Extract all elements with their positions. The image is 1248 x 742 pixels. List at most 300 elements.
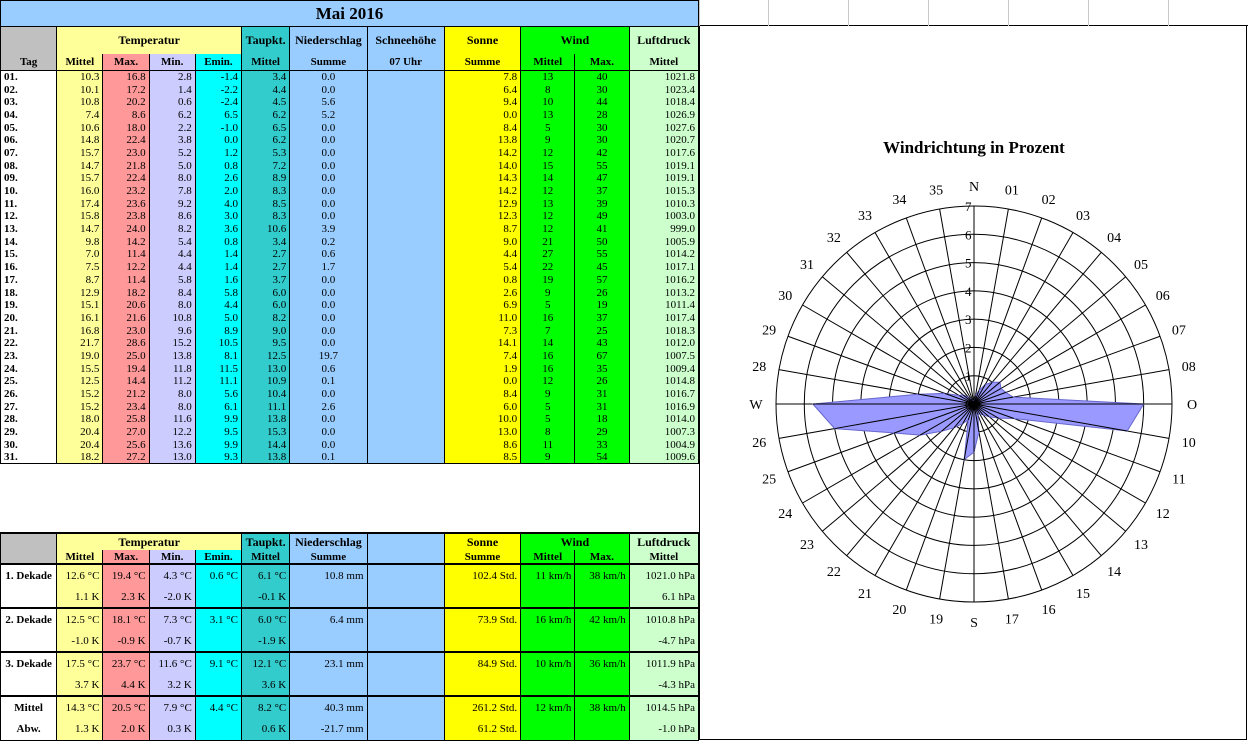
summary-schnee (367, 652, 444, 674)
direction-label: 10 (1181, 435, 1196, 451)
cell-temp-max: 23.4 (103, 400, 149, 413)
cell-luftdruck: 1027.6 (629, 121, 698, 134)
summary-subheader-temp-min: Min. (149, 550, 195, 564)
direction-label: 30 (778, 289, 793, 304)
cell-taupunkt: 11.1 (242, 400, 290, 413)
summary-wind-max: 36 km/h (575, 652, 629, 674)
summary-deviation-wind-mittel (521, 586, 575, 608)
cell-sonne: 8.7 (444, 223, 520, 236)
cell-wind-max: 42 (575, 147, 629, 160)
summary-subheader-blank (1, 550, 57, 564)
cell-niederschlag: 0.0 (290, 159, 367, 172)
cell-temp-mittel: 15.2 (57, 388, 103, 401)
cell-taupunkt: 15.3 (242, 426, 290, 439)
summary-deviation-schnee (367, 630, 444, 652)
direction-label: 35 (929, 183, 944, 199)
cell-temp-emin: 9.5 (195, 426, 241, 439)
summary-deviation-taupunkt: -1.9 K (242, 630, 290, 652)
cell-temp-max: 27.2 (103, 451, 149, 464)
cell-temp-min: 8.4 (149, 286, 195, 299)
cell-temp-max: 22.4 (103, 134, 149, 147)
cell-schneehoehe (367, 147, 444, 160)
cell-temp-emin: 9.9 (195, 438, 241, 451)
cell-day: 09. (1, 172, 57, 185)
cell-temp-mittel: 15.1 (57, 299, 103, 312)
table-row (1, 350, 699, 363)
summary-temp-emin: 3.1 °C (195, 608, 241, 630)
direction-label: 13 (1134, 538, 1148, 554)
cell-temp-mittel: 21.7 (57, 337, 103, 350)
direction-label: 16 (1041, 602, 1056, 618)
cell-taupunkt: 6.2 (242, 109, 290, 122)
cell-sonne: 14.3 (444, 172, 520, 185)
cell-temp-mittel: 15.5 (57, 362, 103, 375)
summary-sonne: 73.9 Std. (444, 608, 520, 630)
subheader-schnee-07uhr: 07 Uhr (367, 54, 444, 71)
cell-temp-min: 9.6 (149, 324, 195, 337)
cell-temp-mittel: 9.8 (57, 235, 103, 248)
cell-temp-emin: 9.9 (195, 413, 241, 426)
cell-temp-max: 23.6 (103, 197, 149, 210)
cell-temp-max: 23.2 (103, 185, 149, 198)
cell-temp-emin: 9.3 (195, 451, 241, 464)
cell-wind-mittel: 27 (521, 248, 575, 261)
cell-sonne: 12.9 (444, 197, 520, 210)
chart-pane (699, 0, 1248, 742)
summary-subheader-wind-mittel: Mittel (521, 550, 575, 564)
summary-header-temperatur: Temperatur (57, 533, 242, 550)
header-wind: Wind (521, 27, 629, 54)
cell-taupunkt: 13.8 (242, 413, 290, 426)
summary-wind-mittel: 16 km/h (521, 608, 575, 630)
summary-deviation-niederschlag (290, 674, 367, 696)
cell-temp-max: 23.8 (103, 210, 149, 223)
cell-luftdruck: 1004.9 (629, 438, 698, 451)
cell-wind-mittel: 12 (521, 210, 575, 223)
cell-wind-mittel: 9 (521, 134, 575, 147)
cell-temp-emin: 0.8 (195, 235, 241, 248)
summary-temp-max: 23.7 °C (103, 652, 149, 674)
cell-niederschlag: 0.0 (290, 413, 367, 426)
summary-deviation-luftdruck: -1.0 hPa (629, 718, 698, 740)
cell-day: 04. (1, 109, 57, 122)
summary-subheader-wind-max: Max. (575, 550, 629, 564)
cell-wind-max: 57 (575, 274, 629, 287)
cell-day: 29. (1, 426, 57, 439)
cell-wind-mittel: 16 (521, 350, 575, 363)
table-row (1, 426, 699, 439)
cell-niederschlag: 0.0 (290, 438, 367, 451)
cell-temp-min: 8.0 (149, 388, 195, 401)
cell-wind-mittel: 12 (521, 223, 575, 236)
direction-label: 28 (752, 360, 767, 376)
cell-day: 23. (1, 350, 57, 363)
direction-label: 20 (892, 602, 907, 618)
cell-day: 21. (1, 324, 57, 337)
cell-temp-mittel: 7.4 (57, 109, 103, 122)
cell-temp-min: 4.4 (149, 248, 195, 261)
cell-niederschlag: 0.0 (290, 121, 367, 134)
cell-schneehoehe (367, 96, 444, 109)
summary-deviation-sonne (444, 674, 520, 696)
cell-wind-max: 30 (575, 83, 629, 96)
cell-schneehoehe (367, 350, 444, 363)
summary-deviation-schnee (367, 674, 444, 696)
ring-label: 3 (965, 312, 972, 328)
cell-wind-max: 49 (575, 210, 629, 223)
cell-day: 14. (1, 235, 57, 248)
cell-niederschlag: 3.9 (290, 223, 367, 236)
table-row (1, 147, 699, 160)
summary-luftdruck: 1014.5 hPa (629, 696, 698, 718)
cell-wind-max: 45 (575, 261, 629, 274)
subheader-wind-max: Max. (575, 54, 629, 71)
cell-taupunkt: 6.0 (242, 299, 290, 312)
direction-label: 01 (1004, 183, 1019, 199)
summary-subheader-luftdruck-mittel: Mittel (629, 550, 698, 564)
summary-deviation-wind-max (575, 674, 629, 696)
direction-label: W (749, 398, 763, 413)
cell-temp-mittel: 7.5 (57, 261, 103, 274)
table-row (1, 362, 699, 375)
cell-wind-max: 55 (575, 159, 629, 172)
cell-taupunkt: 8.9 (242, 172, 290, 185)
header-schneehoehe: Schneehöhe (367, 27, 444, 54)
cell-temp-emin: 1.6 (195, 274, 241, 287)
cell-temp-max: 25.8 (103, 413, 149, 426)
cell-sonne: 8.4 (444, 121, 520, 134)
direction-label: 31 (800, 257, 814, 273)
cell-luftdruck: 1015.3 (629, 185, 698, 198)
table-row (1, 324, 699, 337)
cell-wind-max: 39 (575, 197, 629, 210)
summary-deviation-row (1, 718, 699, 740)
cell-luftdruck: 1017.6 (629, 147, 698, 160)
cell-niederschlag: 0.0 (290, 312, 367, 325)
summary-label: 1. Dekade (1, 564, 57, 586)
ring-label: 6 (965, 227, 972, 243)
cell-temp-emin: 11.1 (195, 375, 241, 388)
cell-day: 01. (1, 71, 57, 84)
summary-label: Mittel (1, 696, 57, 718)
summary-deviation-label: Abw. (1, 718, 57, 740)
cell-temp-min: 11.2 (149, 375, 195, 388)
cell-wind-max: 33 (575, 438, 629, 451)
cell-temp-max: 21.2 (103, 388, 149, 401)
direction-label: 32 (826, 231, 841, 246)
cell-temp-min: 6.2 (149, 109, 195, 122)
cell-temp-mittel: 20.4 (57, 426, 103, 439)
table-row (1, 261, 699, 274)
table-row (1, 286, 699, 299)
cell-day: 07. (1, 147, 57, 160)
cell-temp-min: 11.8 (149, 362, 195, 375)
cell-day: 16. (1, 261, 57, 274)
direction-label: 17 (1004, 612, 1019, 628)
table-row (1, 71, 699, 84)
summary-wind-max: 38 km/h (575, 564, 629, 586)
summary-header-blank (1, 533, 57, 550)
summary-temp-emin: 0.6 °C (195, 564, 241, 586)
summary-deviation-wind-mittel (521, 630, 575, 652)
cell-sonne: 14.1 (444, 337, 520, 350)
cell-wind-mittel: 5 (521, 121, 575, 134)
cell-temp-mittel: 18.0 (57, 413, 103, 426)
cell-wind-mittel: 13 (521, 197, 575, 210)
cell-luftdruck: 1023.4 (629, 83, 698, 96)
direction-label: 21 (858, 586, 872, 602)
cell-temp-max: 19.4 (103, 362, 149, 375)
cell-luftdruck: 1012.0 (629, 337, 698, 350)
cell-sonne: 11.0 (444, 312, 520, 325)
cell-day: 03. (1, 96, 57, 109)
cell-wind-mittel: 14 (521, 337, 575, 350)
ring-label: 7 (965, 199, 972, 214)
summary-header-taupunkt: Taupkt. (242, 533, 290, 550)
cell-sonne: 6.9 (444, 299, 520, 312)
cell-day: 10. (1, 185, 57, 198)
cell-temp-min: 2.2 (149, 121, 195, 134)
cell-temp-min: 5.2 (149, 147, 195, 160)
cell-niederschlag: 0.0 (290, 426, 367, 439)
summary-luftdruck: 1011.9 hPa (629, 652, 698, 674)
cell-schneehoehe (367, 426, 444, 439)
summary-deviation-niederschlag (290, 630, 367, 652)
cell-luftdruck: 1010.3 (629, 197, 698, 210)
cell-wind-mittel: 9 (521, 451, 575, 464)
cell-temp-max: 11.4 (103, 274, 149, 287)
cell-schneehoehe (367, 375, 444, 388)
cell-schneehoehe (367, 248, 444, 261)
cell-sonne: 8.5 (444, 451, 520, 464)
cell-sonne: 14.2 (444, 147, 520, 160)
summary-deviation-temp-emin (195, 630, 241, 652)
cell-temp-emin: 5.0 (195, 312, 241, 325)
summary-niederschlag: 6.4 mm (290, 608, 367, 630)
cell-temp-emin: 10.5 (195, 337, 241, 350)
cell-temp-max: 24.0 (103, 223, 149, 236)
summary-wind-mittel: 11 km/h (521, 564, 575, 586)
summary-deviation-luftdruck: -4.7 hPa (629, 630, 698, 652)
summary-deviation-temp-min: -0.7 K (149, 630, 195, 652)
summary-deviation-temp-emin (195, 718, 241, 740)
cell-niederschlag: 0.0 (290, 388, 367, 401)
ring-label: 1 (965, 368, 972, 384)
direction-label: 14 (1107, 565, 1122, 580)
cell-taupunkt: 8.3 (242, 210, 290, 223)
ring-label: 2 (965, 340, 972, 356)
cell-sonne: 12.3 (444, 210, 520, 223)
subheader-temp-max: Max. (103, 54, 149, 71)
cell-wind-max: 19 (575, 299, 629, 312)
direction-label: 04 (1107, 231, 1122, 246)
cell-temp-max: 18.0 (103, 121, 149, 134)
cell-temp-mittel: 15.8 (57, 210, 103, 223)
cell-taupunkt: 10.4 (242, 388, 290, 401)
cell-temp-emin: 0.8 (195, 159, 241, 172)
table-row (1, 121, 699, 134)
cell-temp-min: 15.2 (149, 337, 195, 350)
cell-sonne: 14.2 (444, 185, 520, 198)
direction-label: 22 (826, 565, 841, 580)
summary-wind-mittel: 10 km/h (521, 652, 575, 674)
cell-temp-mittel: 19.0 (57, 350, 103, 363)
table-row (1, 274, 699, 287)
summary-deviation-schnee (367, 718, 444, 740)
ring-label: 0 (965, 397, 972, 412)
cell-temp-max: 20.2 (103, 96, 149, 109)
subheader-sonne-summe: Summe (444, 54, 520, 71)
summary-niederschlag: 23.1 mm (290, 652, 367, 674)
cell-niederschlag: 1.7 (290, 261, 367, 274)
summary-subheader-niederschlag-summe: Summe (290, 550, 367, 564)
cell-temp-emin: 8.9 (195, 324, 241, 337)
cell-temp-mittel: 16.8 (57, 324, 103, 337)
cell-schneehoehe (367, 362, 444, 375)
summary-deviation-wind-max (575, 630, 629, 652)
cell-luftdruck: 1009.4 (629, 362, 698, 375)
cell-luftdruck: 1019.1 (629, 159, 698, 172)
cell-schneehoehe (367, 197, 444, 210)
cell-sonne: 6.0 (444, 400, 520, 413)
cell-niederschlag: 0.0 (290, 324, 367, 337)
summary-row (1, 608, 699, 630)
cell-niederschlag: 0.0 (290, 274, 367, 287)
cell-wind-max: 26 (575, 375, 629, 388)
cell-luftdruck: 1014.0 (629, 413, 698, 426)
cell-schneehoehe (367, 451, 444, 464)
header-luftdruck: Luftdruck (629, 27, 698, 54)
cell-temp-max: 23.0 (103, 147, 149, 160)
cell-luftdruck: 1019.1 (629, 172, 698, 185)
summary-deviation-temp-mittel: 1.3 K (57, 718, 103, 740)
cell-luftdruck: 1018.3 (629, 324, 698, 337)
direction-label: 02 (1041, 193, 1056, 209)
cell-temp-mittel: 16.0 (57, 185, 103, 198)
cell-wind-max: 67 (575, 350, 629, 363)
cell-temp-max: 25.6 (103, 438, 149, 451)
cell-temp-max: 14.4 (103, 375, 149, 388)
cell-taupunkt: 7.2 (242, 159, 290, 172)
cell-temp-mittel: 15.2 (57, 400, 103, 413)
direction-label: 06 (1155, 289, 1170, 304)
cell-niederschlag: 5.6 (290, 96, 367, 109)
month-title: Mai 2016 (0, 0, 699, 27)
cell-temp-min: 9.2 (149, 197, 195, 210)
cell-sonne: 8.6 (444, 438, 520, 451)
cell-temp-mittel: 14.7 (57, 159, 103, 172)
cell-schneehoehe (367, 71, 444, 84)
cell-taupunkt: 4.5 (242, 96, 290, 109)
cell-luftdruck: 1014.8 (629, 375, 698, 388)
direction-label: N (968, 180, 980, 195)
cell-schneehoehe (367, 413, 444, 426)
cell-temp-min: 5.0 (149, 159, 195, 172)
cell-day: 24. (1, 362, 57, 375)
summary-deviation-sonne (444, 630, 520, 652)
summary-taupunkt: 6.0 °C (242, 608, 290, 630)
cell-wind-mittel: 19 (521, 274, 575, 287)
cell-temp-emin: -1.0 (195, 121, 241, 134)
direction-label: O (1186, 398, 1198, 413)
cell-luftdruck: 1014.2 (629, 248, 698, 261)
cell-temp-min: 8.0 (149, 299, 195, 312)
summary-temp-max: 19.4 °C (103, 564, 149, 586)
cell-sonne: 9.4 (444, 96, 520, 109)
cell-temp-emin: 4.0 (195, 197, 241, 210)
direction-label: 07 (1171, 323, 1186, 339)
table-row (1, 197, 699, 210)
summary-deviation-schnee (367, 586, 444, 608)
direction-label: 26 (752, 435, 767, 451)
summary-header-schnee (367, 533, 444, 550)
cell-day: 22. (1, 337, 57, 350)
cell-schneehoehe (367, 185, 444, 198)
cell-niederschlag: 19.7 (290, 350, 367, 363)
chart-title: Windrichtung in Prozent (883, 138, 1065, 157)
cell-temp-max: 23.0 (103, 324, 149, 337)
cell-sonne: 13.0 (444, 426, 520, 439)
cell-temp-emin: 11.5 (195, 362, 241, 375)
cell-day: 19. (1, 299, 57, 312)
cell-luftdruck: 1003.0 (629, 210, 698, 223)
cell-temp-emin: 6.1 (195, 400, 241, 413)
cell-temp-mittel: 10.8 (57, 96, 103, 109)
summary-temp-emin: 9.1 °C (195, 652, 241, 674)
cell-temp-max: 22.4 (103, 172, 149, 185)
table-row (1, 337, 699, 350)
cell-temp-min: 13.0 (149, 451, 195, 464)
cell-temp-max: 16.8 (103, 71, 149, 84)
cell-wind-mittel: 13 (521, 71, 575, 84)
cell-temp-emin: 2.0 (195, 185, 241, 198)
summary-deviation-temp-min: -2.0 K (149, 586, 195, 608)
summary-row (1, 564, 699, 586)
table-row (1, 235, 699, 248)
summary-wind-max: 38 km/h (575, 696, 629, 718)
daily-table (0, 26, 699, 464)
summary-deviation-wind-mittel (521, 674, 575, 696)
cell-sonne: 0.0 (444, 375, 520, 388)
cell-day: 28. (1, 413, 57, 426)
cell-wind-max: 18 (575, 413, 629, 426)
summary-luftdruck: 1021.0 hPa (629, 564, 698, 586)
cell-niederschlag: 0.1 (290, 375, 367, 388)
cell-taupunkt: 12.5 (242, 350, 290, 363)
summary-temp-mittel: 14.3 °C (57, 696, 103, 718)
cell-niederschlag: 5.2 (290, 109, 367, 122)
cell-sonne: 2.6 (444, 286, 520, 299)
cell-temp-mittel: 7.0 (57, 248, 103, 261)
spreadsheet-grid-strip (699, 0, 1248, 26)
cell-taupunkt: 3.4 (242, 71, 290, 84)
summary-row (1, 652, 699, 674)
cell-day: 26. (1, 388, 57, 401)
cell-taupunkt: 9.0 (242, 324, 290, 337)
summary-schnee (367, 696, 444, 718)
cell-wind-max: 29 (575, 426, 629, 439)
cell-luftdruck: 1020.7 (629, 134, 698, 147)
cell-temp-min: 0.6 (149, 96, 195, 109)
cell-wind-mittel: 5 (521, 400, 575, 413)
cell-taupunkt: 13.0 (242, 362, 290, 375)
cell-wind-max: 43 (575, 337, 629, 350)
cell-schneehoehe (367, 337, 444, 350)
cell-temp-min: 8.2 (149, 223, 195, 236)
cell-schneehoehe (367, 83, 444, 96)
summary-deviation-temp-emin (195, 674, 241, 696)
summary-row (1, 696, 699, 718)
